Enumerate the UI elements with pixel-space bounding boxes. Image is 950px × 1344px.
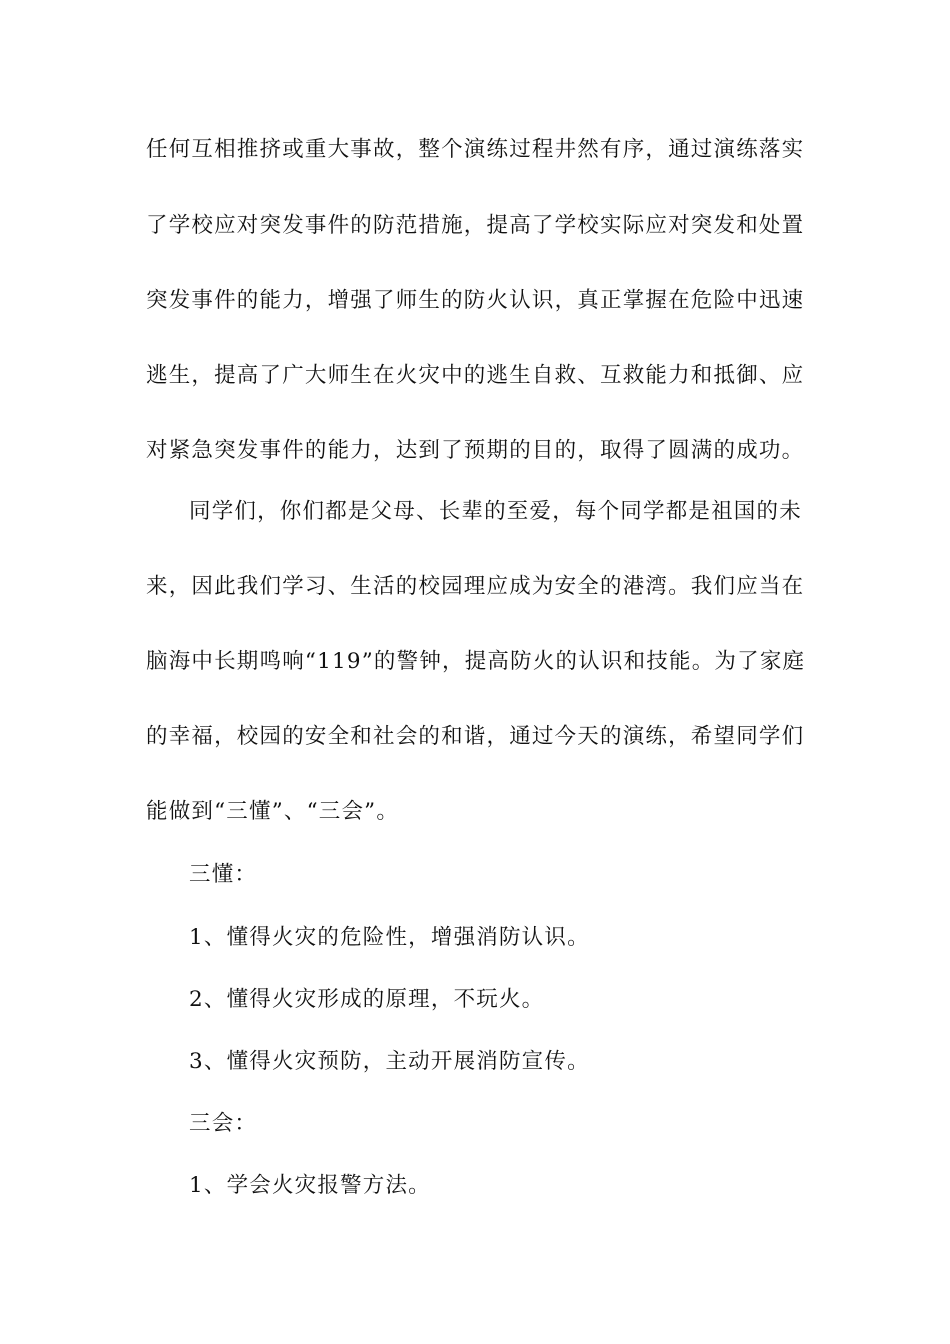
paragraph-line: 脑海中长期鸣响“119”的警钟，提高防火的认识和技能。为了家庭 — [146, 649, 806, 674]
san-hui-heading: 三会： — [189, 1111, 258, 1136]
paragraph-line: 逃生，提高了广大师生在火灾中的逃生自救、互救能力和抵御、应 — [146, 363, 805, 388]
paragraph-line: 对紧急突发事件的能力，达到了预期的目的，取得了圆满的成功。 — [146, 438, 805, 463]
list-item: 3、懂得火灾预防，主动开展消防宣传。 — [189, 1049, 590, 1074]
paragraph-line: 同学们，你们都是父母、长辈的至爱，每个同学都是祖国的未 — [189, 499, 802, 524]
paragraph-line: 任何互相推挤或重大事故，整个演练过程井然有序，通过演练落实 — [146, 137, 805, 162]
paragraph-line: 的幸福，校园的安全和社会的和谐，通过今天的演练，希望同学们 — [146, 724, 805, 749]
paragraph-line: 了学校应对突发事件的防范措施，提高了学校实际应对突发和处置 — [146, 213, 805, 238]
san-dong-heading: 三懂： — [189, 862, 258, 887]
paragraph-line: 能做到“三懂”、“三会”。 — [146, 799, 400, 824]
paragraph-line: 突发事件的能力，增强了师生的防火认识，真正掌握在危险中迅速 — [146, 288, 805, 313]
list-item: 2、懂得火灾形成的原理，不玩火。 — [189, 987, 545, 1012]
list-item: 1、懂得火灾的危险性，增强消防认识。 — [189, 925, 590, 950]
paragraph-line: 来，因此我们学习、生活的校园理应成为安全的港湾。我们应当在 — [146, 574, 805, 599]
list-item: 1、学会火灾报警方法。 — [189, 1173, 431, 1198]
